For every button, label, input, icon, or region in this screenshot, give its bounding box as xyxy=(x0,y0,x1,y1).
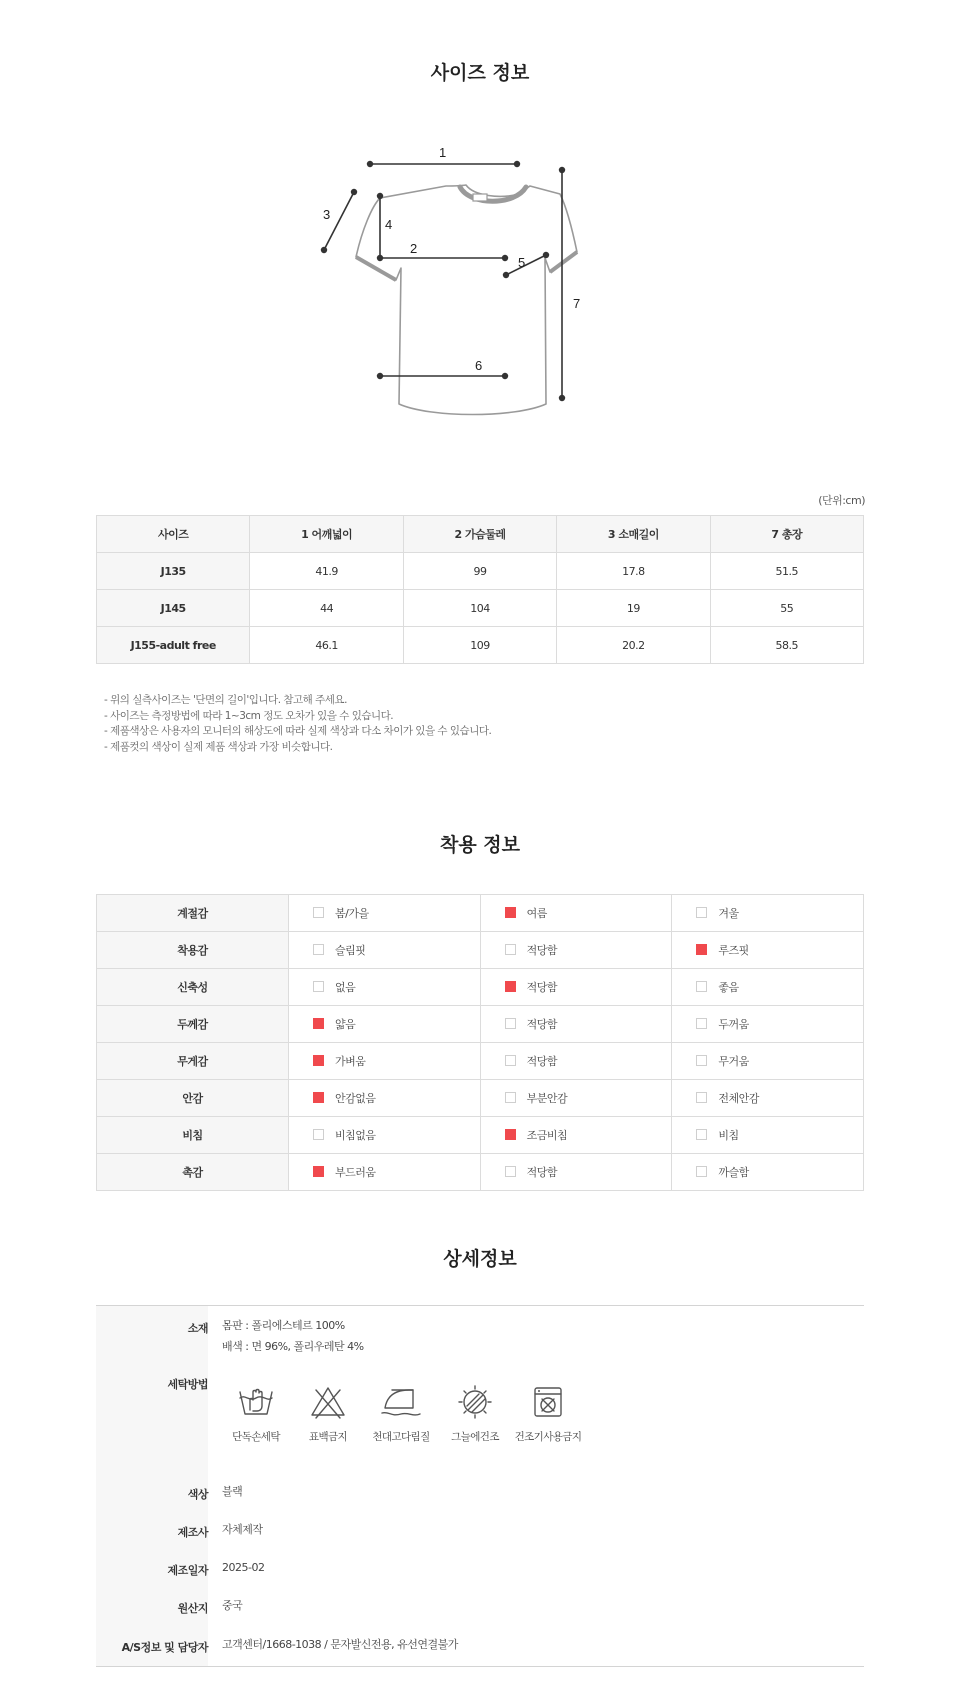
maker-value: 자체제작 xyxy=(222,1523,263,1536)
shade-dry-icon xyxy=(455,1384,495,1420)
checked-box-icon xyxy=(313,1092,324,1103)
fit-option xyxy=(672,895,864,932)
fit-option-label: 비침 xyxy=(718,1129,739,1142)
fit-option xyxy=(672,1117,864,1154)
fit-info-title: 착용 정보 xyxy=(439,834,521,856)
size-table-header: 1 어깨넓이 xyxy=(250,516,403,553)
fit-option-label: 부분안감 xyxy=(526,1092,568,1105)
fit-option-label: 비침없음 xyxy=(335,1129,376,1142)
fit-attribute-label: 안감 xyxy=(97,1080,289,1117)
unchecked-box-icon xyxy=(696,981,707,992)
color-value: 블랙 xyxy=(222,1485,243,1498)
checked-box-icon xyxy=(313,1018,324,1029)
unchecked-box-icon xyxy=(696,1055,707,1066)
unchecked-box-icon xyxy=(696,1092,707,1103)
fit-option-label: 여름 xyxy=(526,907,547,920)
fit-table xyxy=(96,894,864,1191)
fit-option-label: 겨울 xyxy=(718,907,739,920)
unchecked-box-icon xyxy=(313,944,324,955)
size-value-cell: 104 xyxy=(403,590,556,627)
checked-box-icon xyxy=(313,1055,324,1066)
size-value-cell: 55 xyxy=(710,590,863,627)
fit-option xyxy=(289,1080,481,1117)
measure-line-5 xyxy=(506,255,546,275)
fit-option xyxy=(289,1006,481,1043)
fit-option-label: 적당함 xyxy=(526,1055,558,1068)
table-row xyxy=(97,1117,864,1154)
iron-cloth-icon xyxy=(379,1384,423,1420)
unchecked-box-icon xyxy=(505,1092,516,1103)
unchecked-box-icon xyxy=(696,1166,707,1177)
diagram-label-5: 5 xyxy=(518,255,526,270)
diagram-label-2: 2 xyxy=(410,241,418,256)
care-label: 천대고다림질 xyxy=(372,1431,430,1443)
fit-option-label: 적당함 xyxy=(526,1166,558,1179)
fit-option xyxy=(672,1080,864,1117)
size-value-cell: 46.1 xyxy=(250,627,403,664)
fit-option-label: 두꺼움 xyxy=(718,1018,749,1031)
fit-attribute-label: 두께감 xyxy=(97,1006,289,1043)
color-label: 색상 xyxy=(187,1488,208,1501)
fit-attribute-label: 무게감 xyxy=(97,1043,289,1080)
table-row xyxy=(97,895,864,932)
fit-option xyxy=(480,932,672,969)
size-name-cell: J135 xyxy=(97,553,250,590)
table-row xyxy=(97,590,864,627)
fit-option xyxy=(480,895,672,932)
unchecked-box-icon xyxy=(696,1018,707,1029)
material-line: 배색 : 면 96%, 폴리우레탄 4% xyxy=(222,1340,364,1353)
hand-wash-icon xyxy=(236,1384,276,1420)
checked-box-icon xyxy=(505,981,516,992)
fit-option xyxy=(672,1043,864,1080)
diagram-label-1: 1 xyxy=(439,145,447,160)
fit-option xyxy=(480,1043,672,1080)
fit-option-label: 전체안감 xyxy=(718,1092,759,1105)
fit-option xyxy=(480,969,672,1006)
material-value xyxy=(222,1315,364,1357)
care-label: 단독손세탁 xyxy=(232,1431,280,1443)
size-name-cell: J145 xyxy=(97,590,250,627)
fit-option xyxy=(480,1006,672,1043)
table-row xyxy=(97,1080,864,1117)
fit-option xyxy=(672,969,864,1006)
diagram-label-4: 4 xyxy=(385,217,393,232)
care-item xyxy=(433,1384,517,1444)
size-table-header: 7 총장 xyxy=(710,516,863,553)
fit-option-label: 무거움 xyxy=(718,1055,749,1068)
as-info-label: A/S정보 및 담당자 xyxy=(121,1641,208,1654)
size-value-cell: 19 xyxy=(557,590,710,627)
fit-attribute-label: 비침 xyxy=(97,1117,289,1154)
fit-option-label: 슬림핏 xyxy=(335,944,366,957)
material-line: 몸판 : 폴리에스테르 100% xyxy=(222,1319,345,1332)
size-value-cell: 51.5 xyxy=(710,553,863,590)
unchecked-box-icon xyxy=(505,1018,516,1029)
size-value-cell: 41.9 xyxy=(250,553,403,590)
wash-label: 세탁방법 xyxy=(167,1378,208,1391)
no-tumble-dry-icon xyxy=(528,1384,568,1420)
unchecked-box-icon xyxy=(696,1129,707,1140)
fit-option-label: 루즈핏 xyxy=(718,944,749,957)
table-row xyxy=(97,932,864,969)
fit-option-label: 까슬함 xyxy=(718,1166,749,1179)
checked-box-icon xyxy=(696,944,707,955)
fit-option-label: 안감없음 xyxy=(335,1092,376,1105)
fit-attribute-label: 신축성 xyxy=(97,969,289,1006)
diagram-label-3: 3 xyxy=(323,207,331,222)
checked-box-icon xyxy=(505,907,516,918)
made-date-label: 제조일자 xyxy=(167,1564,208,1577)
care-label: 그늘에건조 xyxy=(451,1431,499,1443)
unchecked-box-icon xyxy=(313,907,324,918)
size-notes xyxy=(104,693,491,755)
size-value-cell: 109 xyxy=(403,627,556,664)
unchecked-box-icon xyxy=(505,944,516,955)
note-line: - 제품컷의 색상이 실제 제품 색상과 가장 비슷합니다. xyxy=(104,740,333,753)
size-table-header-row xyxy=(97,516,864,553)
table-row xyxy=(97,1006,864,1043)
fit-option-label: 없음 xyxy=(335,981,356,994)
fit-option xyxy=(480,1154,672,1191)
detail-info-title: 상세정보 xyxy=(443,1248,517,1270)
table-row xyxy=(97,627,864,664)
fit-option-label: 얇음 xyxy=(335,1018,356,1031)
origin-value: 중국 xyxy=(222,1599,243,1612)
table-row xyxy=(97,969,864,1006)
fit-attribute-label: 계절감 xyxy=(97,895,289,932)
size-value-cell: 58.5 xyxy=(710,627,863,664)
checked-box-icon xyxy=(505,1129,516,1140)
fit-option-label: 봄/가을 xyxy=(335,907,369,920)
fit-attribute-label: 촉감 xyxy=(97,1154,289,1191)
table-row xyxy=(97,1154,864,1191)
detail-table xyxy=(96,1305,864,1667)
maker-label: 제조사 xyxy=(177,1526,208,1539)
fit-option xyxy=(289,1043,481,1080)
size-table-header: 사이즈 xyxy=(97,516,250,553)
unchecked-box-icon xyxy=(505,1055,516,1066)
tshirt-measurement-diagram xyxy=(323,145,630,435)
unchecked-box-icon xyxy=(313,981,324,992)
size-table-header: 2 가슴둘레 xyxy=(403,516,556,553)
fit-option-label: 좋음 xyxy=(718,981,739,994)
care-item xyxy=(286,1384,370,1444)
size-value-cell: 99 xyxy=(403,553,556,590)
size-value-cell: 20.2 xyxy=(557,627,710,664)
as-info-value: 고객센터/1668-1038 / 문자발신전용, 유선연결불가 xyxy=(222,1638,458,1651)
fit-option-label: 조금비침 xyxy=(526,1129,568,1142)
fit-option xyxy=(289,895,481,932)
fit-option xyxy=(672,1006,864,1043)
size-table-header: 3 소매길이 xyxy=(557,516,710,553)
fit-option xyxy=(480,1080,672,1117)
note-line: - 제품색상은 사용자의 모니터의 해상도에 따라 실제 색상과 다소 차이가 있을 수 있습니다. xyxy=(104,725,492,737)
unchecked-box-icon xyxy=(313,1129,324,1140)
size-value-cell: 44 xyxy=(250,590,403,627)
table-row xyxy=(97,553,864,590)
origin-label: 원산지 xyxy=(177,1602,208,1615)
fit-option-label: 가벼움 xyxy=(335,1055,366,1068)
fit-option xyxy=(672,932,864,969)
checked-box-icon xyxy=(313,1166,324,1177)
fit-option-label: 적당함 xyxy=(526,1018,558,1031)
fit-attribute-label: 착용감 xyxy=(97,932,289,969)
unit-label: (단위:cm) xyxy=(818,494,865,507)
material-label: 소재 xyxy=(187,1322,208,1335)
size-table xyxy=(96,515,864,664)
diagram-label-6: 6 xyxy=(475,358,483,373)
care-item xyxy=(359,1384,443,1444)
fit-option xyxy=(672,1154,864,1191)
no-bleach-icon xyxy=(308,1384,348,1420)
fit-option-label: 적당함 xyxy=(526,944,558,957)
fit-option xyxy=(289,969,481,1006)
size-info-title: 사이즈 정보 xyxy=(430,62,530,84)
note-line: - 사이즈는 측정방법에 따라 1~3cm 정도 오차가 있을 수 있습니다. xyxy=(104,709,394,722)
table-row xyxy=(97,1043,864,1080)
fit-option xyxy=(289,1154,481,1191)
fit-option xyxy=(480,1117,672,1154)
size-value-cell: 17.8 xyxy=(557,553,710,590)
fit-option xyxy=(289,932,481,969)
note-line: - 위의 실측사이즈는 '단면의 길이'입니다. 참고해 주세요. xyxy=(104,694,347,706)
care-label: 건조기사용금지 xyxy=(514,1431,582,1443)
fit-option-label: 적당함 xyxy=(526,981,558,994)
care-label: 표백금지 xyxy=(308,1431,348,1443)
unchecked-box-icon xyxy=(696,907,707,918)
made-date-value: 2025-02 xyxy=(222,1561,265,1574)
unchecked-box-icon xyxy=(505,1166,516,1177)
fit-option xyxy=(289,1117,481,1154)
size-name-cell: J155-adult free xyxy=(97,627,250,664)
diagram-label-7: 7 xyxy=(573,296,581,311)
fit-option-label: 부드러움 xyxy=(335,1166,376,1179)
care-item xyxy=(506,1384,590,1444)
